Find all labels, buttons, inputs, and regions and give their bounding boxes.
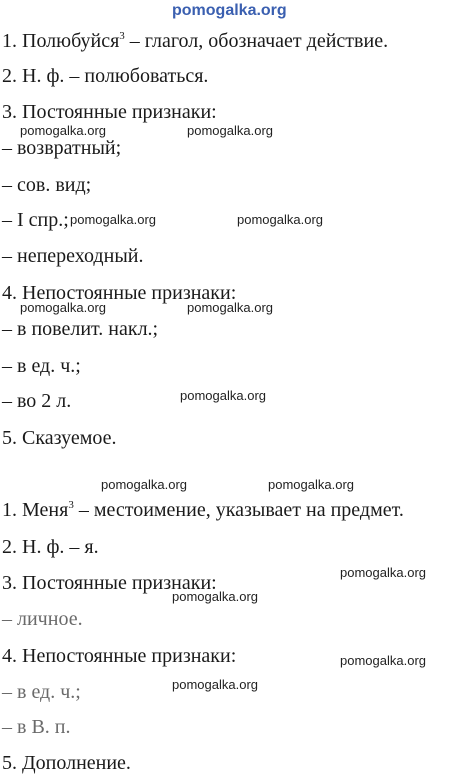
line-pronoun-5: 4. Непостоянные признаки: xyxy=(2,645,237,667)
footnote-mark: 3 xyxy=(68,499,74,511)
watermark: pomogalka.org xyxy=(268,477,354,492)
line-pronoun-7: – в В. п. xyxy=(2,716,71,738)
line-verb-2: 2. Н. ф. – полюбоваться. xyxy=(2,65,209,87)
watermark: pomogalka.org xyxy=(172,677,258,692)
watermark: pomogalka.org xyxy=(237,212,323,227)
watermark: pomogalka.org xyxy=(187,300,273,315)
watermark: pomogalka.org xyxy=(20,123,106,138)
line-pronoun-6: – в ед. ч.; xyxy=(2,681,81,703)
watermark: pomogalka.org xyxy=(172,589,258,604)
line-rest: – глагол, обозначает действие. xyxy=(124,30,389,52)
footnote-mark: 3 xyxy=(119,30,125,42)
line-pronoun-8: 5. Дополнение. xyxy=(2,752,131,774)
watermark: pomogalka.org xyxy=(20,300,106,315)
line-pronoun-1 xyxy=(2,499,404,521)
line-verb-7: – непереходный. xyxy=(2,245,144,267)
line-verb-8: 4. Непостоянные признаки: xyxy=(2,282,237,304)
watermark: pomogalka.org xyxy=(340,565,426,580)
watermark: pomogalka.org xyxy=(340,653,426,668)
line-verb-10: – в ед. ч.; xyxy=(2,355,81,377)
watermark: pomogalka.org xyxy=(180,388,266,403)
watermark: pomogalka.org xyxy=(101,477,187,492)
line-verb-12: 5. Сказуемое. xyxy=(2,427,117,449)
line-pronoun-3: 3. Постоянные признаки: xyxy=(2,572,217,594)
line-verb-1 xyxy=(2,30,388,52)
line-verb-9: – в повелит. накл.; xyxy=(2,318,159,340)
line-rest: – местоимение, указывает на предмет. xyxy=(73,499,404,521)
line-verb-11: – во 2 л. xyxy=(2,390,72,412)
line-text: 1. Меня xyxy=(2,499,69,521)
line-verb-5: – сов. вид; xyxy=(2,174,92,196)
line-text: 1. Полюбуйся xyxy=(2,30,120,52)
header-watermark: pomogalka.org xyxy=(172,2,287,19)
watermark: pomogalka.org xyxy=(70,212,156,227)
line-verb-6: – I спр.; xyxy=(2,209,69,231)
line-pronoun-4: – личное. xyxy=(2,608,83,630)
watermark: pomogalka.org xyxy=(187,123,273,138)
line-verb-4: – возвратный; xyxy=(2,137,122,159)
line-pronoun-2: 2. Н. ф. – я. xyxy=(2,536,99,558)
line-verb-3: 3. Постоянные признаки: xyxy=(2,101,217,123)
